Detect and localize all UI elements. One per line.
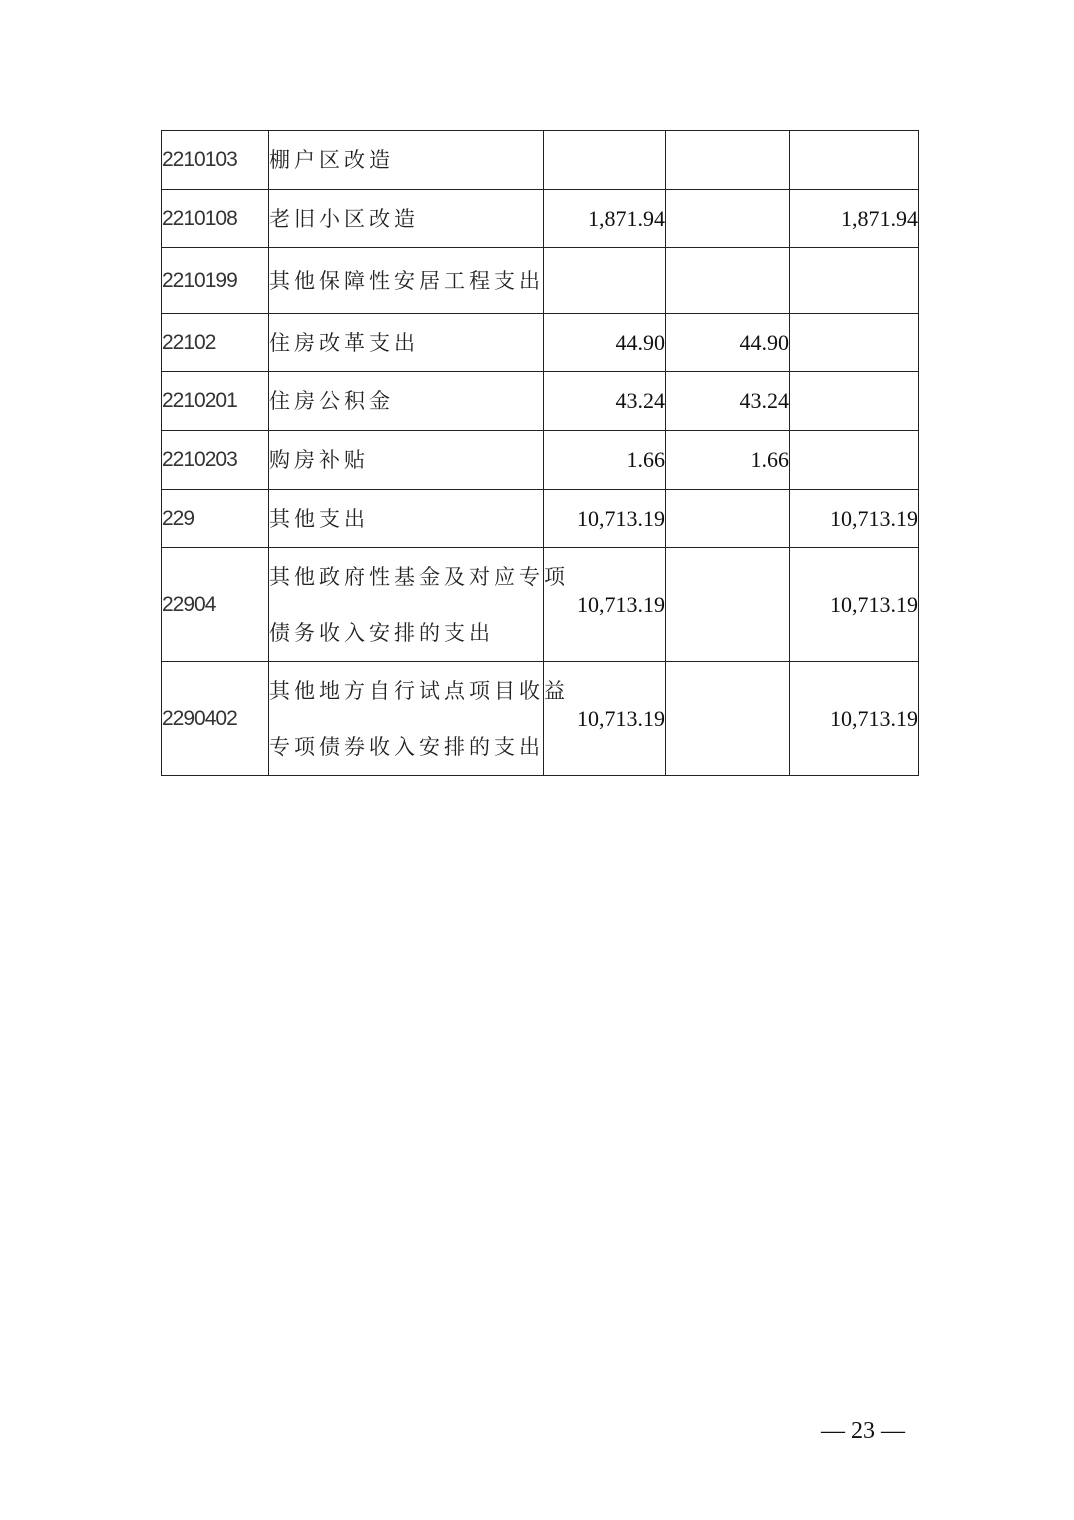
project-expenditure-cell: [790, 248, 919, 314]
subject-code-cell: 22904: [162, 548, 269, 662]
total-amount-cell: 1,871.94: [544, 190, 666, 248]
table-row: [162, 548, 919, 662]
project-expenditure-cell: [790, 372, 919, 431]
total-amount-cell: 44.90: [544, 314, 666, 372]
subject-code-cell: 2210199: [162, 248, 269, 314]
subject-name-cell: 其他地方自行试点项目收益 专项债券收入安排的支出: [269, 662, 544, 776]
subject-name-cell: 其他政府性基金及对应专项 债务收入安排的支出: [269, 548, 544, 662]
project-expenditure-cell: 10,713.19: [790, 548, 919, 662]
table-row: [162, 131, 919, 190]
table-row: [162, 372, 919, 431]
basic-expenditure-cell: [666, 190, 790, 248]
total-amount-cell: 10,713.19: [544, 548, 666, 662]
table-row: [162, 314, 919, 372]
table-row: [162, 431, 919, 490]
subject-name-cell: 老旧小区改造: [269, 190, 544, 248]
subject-name-cell: 住房公积金: [269, 372, 544, 431]
table-row: [162, 662, 919, 776]
basic-expenditure-cell: 1.66: [666, 431, 790, 490]
total-amount-cell: 43.24: [544, 372, 666, 431]
basic-expenditure-cell: [666, 490, 790, 548]
subject-name-cell: 住房改革支出: [269, 314, 544, 372]
subject-code-cell: 22102: [162, 314, 269, 372]
total-amount-cell: 10,713.19: [544, 490, 666, 548]
basic-expenditure-cell: [666, 662, 790, 776]
total-amount-cell: [544, 131, 666, 190]
subject-code-cell: 2290402: [162, 662, 269, 776]
page-number: — 23 —: [821, 1418, 905, 1444]
budget-expenditure-table: [161, 130, 919, 776]
subject-name-cell: 其他保障性安居工程支出: [269, 248, 544, 314]
subject-name-cell: 其他支出: [269, 490, 544, 548]
subject-code-cell: 2210108: [162, 190, 269, 248]
subject-code-cell: 2210201: [162, 372, 269, 431]
subject-name-cell: 购房补贴: [269, 431, 544, 490]
basic-expenditure-cell: [666, 548, 790, 662]
basic-expenditure-cell: [666, 248, 790, 314]
project-expenditure-cell: [790, 431, 919, 490]
subject-code-cell: 2210203: [162, 431, 269, 490]
subject-name-cell: 棚户区改造: [269, 131, 544, 190]
table-row: [162, 190, 919, 248]
project-expenditure-cell: 1,871.94: [790, 190, 919, 248]
project-expenditure-cell: [790, 131, 919, 190]
total-amount-cell: [544, 248, 666, 314]
table-row: [162, 248, 919, 314]
basic-expenditure-cell: [666, 131, 790, 190]
project-expenditure-cell: [790, 314, 919, 372]
subject-code-cell: 2210103: [162, 131, 269, 190]
basic-expenditure-cell: 43.24: [666, 372, 790, 431]
basic-expenditure-cell: 44.90: [666, 314, 790, 372]
total-amount-cell: 1.66: [544, 431, 666, 490]
subject-code-cell: 229: [162, 490, 269, 548]
project-expenditure-cell: 10,713.19: [790, 490, 919, 548]
total-amount-cell: 10,713.19: [544, 662, 666, 776]
table-row: [162, 490, 919, 548]
project-expenditure-cell: 10,713.19: [790, 662, 919, 776]
